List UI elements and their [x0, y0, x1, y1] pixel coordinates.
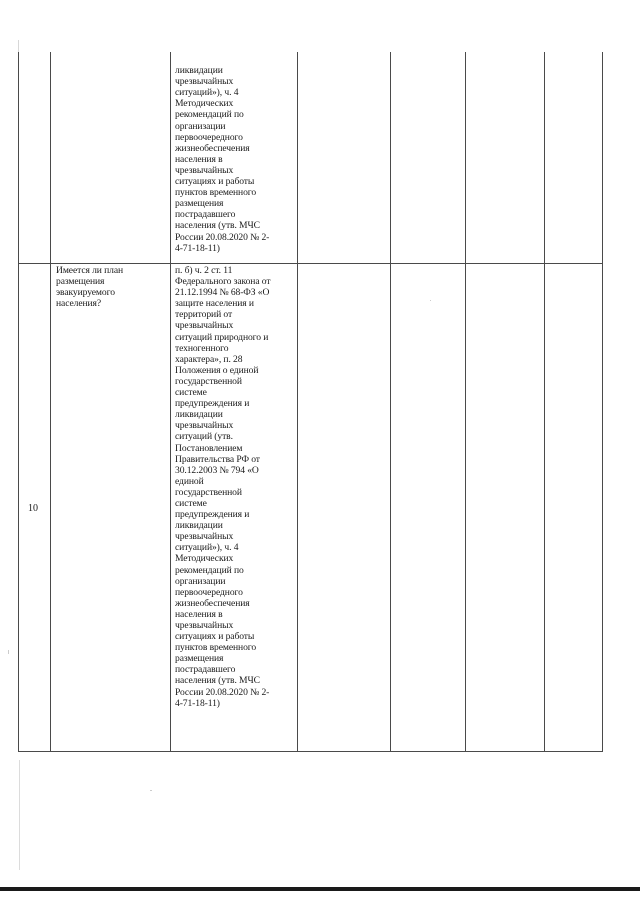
table-border-left — [18, 52, 19, 752]
basis-cell-continued: ликвидации чрезвычайных ситуаций»), ч. 4 Методических рекомендаций по организации первоочередного жизнеобеспечения населения в чрезвычайных ситуациях и работы пунктов временного размещения пострадавшего населения (утв. МЧС России 20.08.2020 № 2- 4-71-18-11) — [175, 65, 270, 254]
scan-mark — [8, 650, 9, 654]
question-cell: Имеется ли план размещения эвакуируемого населения? — [56, 265, 124, 310]
row-number: 10 — [28, 503, 38, 514]
scan-mark — [19, 760, 20, 870]
scan-bottom-edge — [0, 887, 640, 891]
column-divider-2 — [170, 52, 171, 752]
table-border-bottom — [18, 751, 603, 752]
column-divider-4 — [390, 52, 391, 752]
scan-mark — [150, 790, 152, 791]
row-divider — [18, 263, 603, 264]
scan-mark — [18, 40, 19, 52]
table-row — [175, 54, 295, 254]
basis-cell: п. б) ч. 2 ст. 11 Федерального закона от 21.12.1994 № 68-ФЗ «О защите населения и территорий от чрезвычайных ситуаций природного и техногенного характера», п. 28 Положения о единой государственной системе предупреждения и ликвидации чрезвычайных ситуаций (утв. Постановлением Правительства РФ от 30.12.2003 № 794 «О единой государственной системе предупреждения и ликвидации чрезвычайных ситуаций»), ч. 4 Методических рекомендаций по организации первоочередного жизнеобеспечения населения в чрезвычайных ситуациях и работы пунктов временного размещения пострадавшего населения (утв. МЧС России 20.08.2020 № 2- 4-71-18-11) — [175, 265, 271, 709]
column-divider-1 — [50, 52, 51, 752]
table-border-right — [602, 52, 603, 752]
column-divider-6 — [544, 52, 545, 752]
scan-mark — [430, 300, 431, 301]
column-divider-5 — [465, 52, 466, 752]
column-divider-3 — [297, 52, 298, 752]
